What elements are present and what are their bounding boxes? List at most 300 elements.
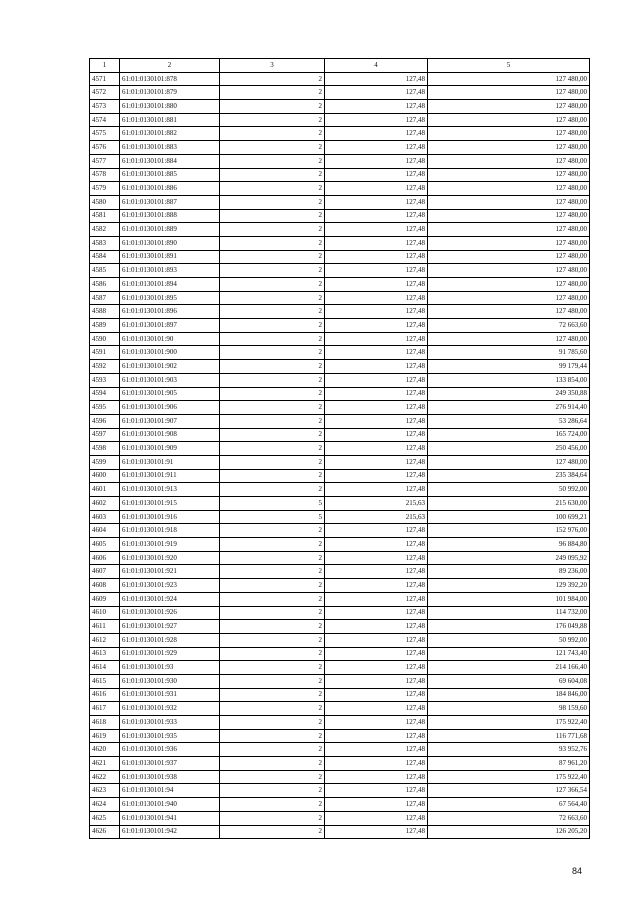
table-cell-col-2: 61:01:0130101:932 (120, 702, 220, 716)
table-cell-col-3: 2 (220, 811, 325, 825)
table-cell-col-5: 127 480,00 (428, 332, 590, 346)
table-cell-col-1: 4606 (90, 551, 120, 565)
table-cell-col-4: 127,48 (325, 414, 428, 428)
table-cell-col-2: 61:01:0130101:882 (120, 127, 220, 141)
table-cell-col-2: 61:01:0130101:942 (120, 825, 220, 839)
table-cell-col-3: 2 (220, 538, 325, 552)
table-cell-col-4: 127,48 (325, 236, 428, 250)
table-cell-col-2: 61:01:0130101:935 (120, 729, 220, 743)
table-cell-col-4: 127,48 (325, 182, 428, 196)
table-row (90, 113, 590, 127)
table-cell-col-1: 4602 (90, 497, 120, 511)
table-cell-col-2: 61:01:0130101:881 (120, 113, 220, 127)
table-cell-col-1: 4579 (90, 182, 120, 196)
table-cell-col-1: 4625 (90, 811, 120, 825)
table-cell-col-5: 87 961,20 (428, 757, 590, 771)
column-header-3: 3 (220, 59, 325, 73)
table-row (90, 100, 590, 114)
table-cell-col-5: 72 663,60 (428, 319, 590, 333)
table-cell-col-4: 127,48 (325, 620, 428, 634)
table-cell-col-2: 61:01:0130101:878 (120, 72, 220, 86)
table-cell-col-3: 2 (220, 757, 325, 771)
table-cell-col-2: 61:01:0130101:927 (120, 620, 220, 634)
table-cell-col-4: 127,48 (325, 661, 428, 675)
table-cell-col-2: 61:01:0130101:893 (120, 264, 220, 278)
table-cell-col-5: 127 480,00 (428, 195, 590, 209)
table-body (90, 72, 590, 839)
table-cell-col-1: 4595 (90, 401, 120, 415)
table-cell-col-3: 2 (220, 182, 325, 196)
table-cell-col-1: 4615 (90, 674, 120, 688)
table-cell-col-2: 61:01:0130101:879 (120, 86, 220, 100)
table-cell-col-3: 2 (220, 633, 325, 647)
table-cell-col-3: 2 (220, 264, 325, 278)
table-cell-col-2: 61:01:0130101:900 (120, 346, 220, 360)
table-cell-col-4: 127,48 (325, 647, 428, 661)
table-cell-col-2: 61:01:0130101:923 (120, 579, 220, 593)
table-row (90, 702, 590, 716)
table-cell-col-1: 4581 (90, 209, 120, 223)
table-cell-col-2: 61:01:0130101:895 (120, 291, 220, 305)
table-cell-col-1: 4613 (90, 647, 120, 661)
table-cell-col-1: 4623 (90, 784, 120, 798)
table-cell-col-5: 127 480,00 (428, 250, 590, 264)
table-cell-col-4: 127,48 (325, 332, 428, 346)
table-cell-col-2: 61:01:0130101:938 (120, 770, 220, 784)
table-cell-col-1: 4601 (90, 483, 120, 497)
table-row (90, 168, 590, 182)
table-cell-col-3: 2 (220, 469, 325, 483)
table-cell-col-1: 4573 (90, 100, 120, 114)
table-row (90, 729, 590, 743)
table-cell-col-4: 127,48 (325, 798, 428, 812)
table-cell-col-1: 4575 (90, 127, 120, 141)
table-cell-col-3: 2 (220, 195, 325, 209)
table-cell-col-2: 61:01:0130101:890 (120, 236, 220, 250)
table-cell-col-1: 4590 (90, 332, 120, 346)
table-cell-col-3: 2 (220, 305, 325, 319)
table-row (90, 360, 590, 374)
table-row (90, 606, 590, 620)
table-row (90, 538, 590, 552)
table-cell-col-5: 127 480,00 (428, 168, 590, 182)
table-cell-col-2: 61:01:0130101:907 (120, 414, 220, 428)
table-cell-col-2: 61:01:0130101:924 (120, 592, 220, 606)
table-cell-col-4: 127,48 (325, 223, 428, 237)
table-cell-col-5: 91 785,60 (428, 346, 590, 360)
table-cell-col-1: 4603 (90, 510, 120, 524)
table-cell-col-1: 4591 (90, 346, 120, 360)
table-cell-col-1: 4582 (90, 223, 120, 237)
table-row (90, 72, 590, 86)
table-cell-col-2: 61:01:0130101:885 (120, 168, 220, 182)
table-row (90, 633, 590, 647)
table-cell-col-5: 127 480,00 (428, 236, 590, 250)
table-row (90, 127, 590, 141)
table-cell-col-3: 2 (220, 483, 325, 497)
table-cell-col-4: 127,48 (325, 538, 428, 552)
table-cell-col-4: 127,48 (325, 688, 428, 702)
table-cell-col-3: 2 (220, 442, 325, 456)
table-cell-col-4: 127,48 (325, 524, 428, 538)
table-cell-col-1: 4612 (90, 633, 120, 647)
table-cell-col-4: 127,48 (325, 291, 428, 305)
table-cell-col-2: 61:01:0130101:908 (120, 428, 220, 442)
table-cell-col-1: 4597 (90, 428, 120, 442)
table-row (90, 414, 590, 428)
table-cell-col-3: 2 (220, 455, 325, 469)
column-header-4: 4 (325, 59, 428, 73)
table-cell-col-4: 127,48 (325, 784, 428, 798)
table-cell-col-4: 127,48 (325, 113, 428, 127)
column-header-2: 2 (120, 59, 220, 73)
table-row (90, 565, 590, 579)
table-row (90, 579, 590, 593)
table-cell-col-2: 61:01:0130101:889 (120, 223, 220, 237)
table-cell-col-2: 61:01:0130101:884 (120, 154, 220, 168)
table-cell-col-1: 4598 (90, 442, 120, 456)
table-cell-col-3: 5 (220, 510, 325, 524)
table-row (90, 674, 590, 688)
table-row (90, 332, 590, 346)
table-cell-col-1: 4626 (90, 825, 120, 839)
table-cell-col-4: 127,48 (325, 373, 428, 387)
table-cell-col-3: 2 (220, 565, 325, 579)
table-row (90, 647, 590, 661)
table-cell-col-4: 127,48 (325, 319, 428, 333)
table-cell-col-2: 61:01:0130101:886 (120, 182, 220, 196)
table-cell-col-2: 61:01:0130101:936 (120, 743, 220, 757)
table-row (90, 264, 590, 278)
table-cell-col-1: 4620 (90, 743, 120, 757)
table-cell-col-5: 250 456,00 (428, 442, 590, 456)
table-cell-col-5: 127 480,00 (428, 305, 590, 319)
table-cell-col-4: 127,48 (325, 716, 428, 730)
table-cell-col-3: 2 (220, 551, 325, 565)
table-cell-col-1: 4614 (90, 661, 120, 675)
table-cell-col-5: 99 179,44 (428, 360, 590, 374)
table-cell-col-2: 61:01:0130101:928 (120, 633, 220, 647)
table-cell-col-4: 127,48 (325, 154, 428, 168)
table-cell-col-1: 4605 (90, 538, 120, 552)
table-cell-col-4: 127,48 (325, 127, 428, 141)
table-cell-col-1: 4588 (90, 305, 120, 319)
table-cell-col-1: 4584 (90, 250, 120, 264)
table-cell-col-5: 184 846,00 (428, 688, 590, 702)
table-cell-col-4: 127,48 (325, 387, 428, 401)
table-row (90, 798, 590, 812)
table-cell-col-2: 61:01:0130101:913 (120, 483, 220, 497)
table-cell-col-5: 127 480,00 (428, 141, 590, 155)
table-cell-col-3: 2 (220, 168, 325, 182)
table-cell-col-3: 2 (220, 291, 325, 305)
table-row (90, 387, 590, 401)
table-cell-col-4: 127,48 (325, 401, 428, 415)
table-row (90, 236, 590, 250)
table-row (90, 661, 590, 675)
table-cell-col-3: 2 (220, 100, 325, 114)
table-cell-col-5: 249 095,92 (428, 551, 590, 565)
table-cell-col-1: 4600 (90, 469, 120, 483)
table-row (90, 373, 590, 387)
table-cell-col-3: 2 (220, 592, 325, 606)
table-cell-col-3: 2 (220, 702, 325, 716)
table-cell-col-3: 2 (220, 113, 325, 127)
table-cell-col-1: 4585 (90, 264, 120, 278)
table-cell-col-4: 127,48 (325, 428, 428, 442)
table-cell-col-5: 175 922,40 (428, 716, 590, 730)
table-cell-col-5: 96 884,80 (428, 538, 590, 552)
table-cell-col-1: 4572 (90, 86, 120, 100)
table-header-row (90, 59, 590, 73)
table-cell-col-5: 127 480,00 (428, 455, 590, 469)
table-cell-col-3: 2 (220, 729, 325, 743)
table-row (90, 455, 590, 469)
table-cell-col-4: 127,48 (325, 209, 428, 223)
table-row (90, 141, 590, 155)
table-cell-col-4: 215,63 (325, 497, 428, 511)
table-cell-col-4: 127,48 (325, 729, 428, 743)
table-cell-col-2: 61:01:0130101:937 (120, 757, 220, 771)
table-cell-col-3: 2 (220, 647, 325, 661)
table-cell-col-5: 127 480,00 (428, 223, 590, 237)
table-row (90, 811, 590, 825)
table-cell-col-4: 127,48 (325, 743, 428, 757)
table-cell-col-1: 4571 (90, 72, 120, 86)
table-cell-col-4: 127,48 (325, 86, 428, 100)
table-cell-col-1: 4580 (90, 195, 120, 209)
table-cell-col-5: 116 771,68 (428, 729, 590, 743)
table-cell-col-4: 127,48 (325, 455, 428, 469)
table-cell-col-2: 61:01:0130101:921 (120, 565, 220, 579)
table-cell-col-3: 2 (220, 319, 325, 333)
table-row (90, 291, 590, 305)
table-row (90, 524, 590, 538)
table-cell-col-3: 2 (220, 209, 325, 223)
table-cell-col-3: 2 (220, 716, 325, 730)
table-row (90, 305, 590, 319)
table-cell-col-2: 61:01:0130101:90 (120, 332, 220, 346)
table-row (90, 620, 590, 634)
table-cell-col-3: 2 (220, 620, 325, 634)
table-row (90, 195, 590, 209)
table-cell-col-4: 127,48 (325, 565, 428, 579)
table-cell-col-2: 61:01:0130101:919 (120, 538, 220, 552)
table-cell-col-4: 127,48 (325, 551, 428, 565)
table-cell-col-2: 61:01:0130101:902 (120, 360, 220, 374)
table-cell-col-2: 61:01:0130101:909 (120, 442, 220, 456)
table-row (90, 401, 590, 415)
table-cell-col-5: 129 392,20 (428, 579, 590, 593)
table-cell-col-3: 2 (220, 332, 325, 346)
table-cell-col-2: 61:01:0130101:920 (120, 551, 220, 565)
table-cell-col-3: 2 (220, 236, 325, 250)
table-cell-col-5: 89 236,00 (428, 565, 590, 579)
table-cell-col-5: 50 992,00 (428, 483, 590, 497)
table-cell-col-4: 127,48 (325, 633, 428, 647)
table-row (90, 250, 590, 264)
table-cell-col-2: 61:01:0130101:926 (120, 606, 220, 620)
table-cell-col-3: 2 (220, 743, 325, 757)
table-cell-col-2: 61:01:0130101:906 (120, 401, 220, 415)
table-row (90, 346, 590, 360)
table-cell-col-2: 61:01:0130101:905 (120, 387, 220, 401)
table-cell-col-5: 127 480,00 (428, 154, 590, 168)
table-cell-col-5: 100 699,21 (428, 510, 590, 524)
table-cell-col-2: 61:01:0130101:929 (120, 647, 220, 661)
table-cell-col-1: 4618 (90, 716, 120, 730)
table-cell-col-1: 4574 (90, 113, 120, 127)
table-cell-col-1: 4589 (90, 319, 120, 333)
table-cell-col-1: 4586 (90, 278, 120, 292)
table-cell-col-5: 215 630,00 (428, 497, 590, 511)
table-cell-col-4: 127,48 (325, 168, 428, 182)
table-cell-col-2: 61:01:0130101:93 (120, 661, 220, 675)
table-cell-col-5: 67 564,40 (428, 798, 590, 812)
table-cell-col-5: 69 604,08 (428, 674, 590, 688)
table-cell-col-4: 127,48 (325, 195, 428, 209)
table-cell-col-5: 235 384,64 (428, 469, 590, 483)
table-cell-col-3: 2 (220, 72, 325, 86)
table-cell-col-4: 127,48 (325, 442, 428, 456)
table-cell-col-1: 4577 (90, 154, 120, 168)
table-cell-col-4: 127,48 (325, 305, 428, 319)
table-cell-col-2: 61:01:0130101:916 (120, 510, 220, 524)
table-cell-col-1: 4599 (90, 455, 120, 469)
table-cell-col-1: 4608 (90, 579, 120, 593)
table-row (90, 825, 590, 839)
table-row (90, 551, 590, 565)
table-cell-col-4: 127,48 (325, 674, 428, 688)
table-cell-col-3: 2 (220, 661, 325, 675)
table-cell-col-1: 4609 (90, 592, 120, 606)
table-cell-col-2: 61:01:0130101:91 (120, 455, 220, 469)
table-cell-col-5: 50 992,00 (428, 633, 590, 647)
table-cell-col-5: 214 166,40 (428, 661, 590, 675)
table-cell-col-5: 152 976,00 (428, 524, 590, 538)
table-row (90, 442, 590, 456)
table-cell-col-5: 121 743,40 (428, 647, 590, 661)
table-cell-col-4: 127,48 (325, 592, 428, 606)
table-cell-col-5: 133 854,00 (428, 373, 590, 387)
table-cell-col-3: 2 (220, 127, 325, 141)
table-cell-col-4: 127,48 (325, 72, 428, 86)
table-cell-col-1: 4593 (90, 373, 120, 387)
table-cell-col-1: 4596 (90, 414, 120, 428)
table-cell-col-3: 2 (220, 825, 325, 839)
table-row (90, 510, 590, 524)
table-cell-col-2: 61:01:0130101:897 (120, 319, 220, 333)
table-cell-col-2: 61:01:0130101:940 (120, 798, 220, 812)
table-cell-col-2: 61:01:0130101:94 (120, 784, 220, 798)
table-cell-col-3: 2 (220, 579, 325, 593)
table-cell-col-5: 127 480,00 (428, 100, 590, 114)
table-cell-col-4: 127,48 (325, 579, 428, 593)
table-cell-col-5: 127 480,00 (428, 113, 590, 127)
table-cell-col-2: 61:01:0130101:930 (120, 674, 220, 688)
table-cell-col-2: 61:01:0130101:931 (120, 688, 220, 702)
table-row (90, 86, 590, 100)
table-cell-col-5: 127 480,00 (428, 278, 590, 292)
table-cell-col-3: 2 (220, 414, 325, 428)
table-cell-col-2: 61:01:0130101:880 (120, 100, 220, 114)
table-cell-col-3: 2 (220, 784, 325, 798)
table-row (90, 784, 590, 798)
table-row (90, 757, 590, 771)
table-cell-col-3: 2 (220, 606, 325, 620)
table-cell-col-2: 61:01:0130101:941 (120, 811, 220, 825)
table-cell-col-5: 127 480,00 (428, 291, 590, 305)
table-cell-col-3: 2 (220, 387, 325, 401)
table-cell-col-3: 2 (220, 524, 325, 538)
table-cell-col-5: 176 049,88 (428, 620, 590, 634)
table-row (90, 223, 590, 237)
table-row (90, 469, 590, 483)
table-cell-col-5: 101 984,00 (428, 592, 590, 606)
table-cell-col-1: 4611 (90, 620, 120, 634)
table-cell-col-1: 4624 (90, 798, 120, 812)
table-cell-col-4: 127,48 (325, 264, 428, 278)
table-row (90, 154, 590, 168)
table-cell-col-3: 2 (220, 360, 325, 374)
table-cell-col-2: 61:01:0130101:903 (120, 373, 220, 387)
table-cell-col-4: 127,48 (325, 278, 428, 292)
table-cell-col-4: 127,48 (325, 770, 428, 784)
table-cell-col-5: 127 480,00 (428, 182, 590, 196)
table-cell-col-2: 61:01:0130101:888 (120, 209, 220, 223)
table-cell-col-5: 165 724,00 (428, 428, 590, 442)
table-cell-col-5: 53 286,64 (428, 414, 590, 428)
table-cell-col-3: 2 (220, 688, 325, 702)
table-cell-col-4: 127,48 (325, 141, 428, 155)
table-cell-col-5: 98 159,60 (428, 702, 590, 716)
table-cell-col-1: 4621 (90, 757, 120, 771)
table-cell-col-1: 4578 (90, 168, 120, 182)
table-cell-col-3: 2 (220, 154, 325, 168)
column-header-5: 5 (428, 59, 590, 73)
table-cell-col-3: 2 (220, 86, 325, 100)
table-cell-col-1: 4607 (90, 565, 120, 579)
table-cell-col-4: 127,48 (325, 702, 428, 716)
table-cell-col-2: 61:01:0130101:918 (120, 524, 220, 538)
table-cell-col-3: 5 (220, 497, 325, 511)
table-cell-col-1: 4617 (90, 702, 120, 716)
table-cell-col-3: 2 (220, 401, 325, 415)
table-row (90, 743, 590, 757)
table-cell-col-5: 175 922,40 (428, 770, 590, 784)
table-cell-col-3: 2 (220, 770, 325, 784)
table-cell-col-1: 4594 (90, 387, 120, 401)
table-row (90, 716, 590, 730)
table-cell-col-4: 127,48 (325, 606, 428, 620)
table-cell-col-5: 127 480,00 (428, 72, 590, 86)
table-cell-col-5: 127 480,00 (428, 209, 590, 223)
table-cell-col-1: 4622 (90, 770, 120, 784)
table-row (90, 182, 590, 196)
table-cell-col-3: 2 (220, 346, 325, 360)
table-cell-col-2: 61:01:0130101:894 (120, 278, 220, 292)
table-cell-col-3: 2 (220, 373, 325, 387)
page-number: 84 (572, 866, 583, 876)
table-cell-col-2: 61:01:0130101:915 (120, 497, 220, 511)
table-row (90, 319, 590, 333)
table-cell-col-2: 61:01:0130101:883 (120, 141, 220, 155)
table-row (90, 278, 590, 292)
table-cell-col-4: 127,48 (325, 825, 428, 839)
table-row (90, 483, 590, 497)
table-cell-col-3: 2 (220, 250, 325, 264)
table-cell-col-3: 2 (220, 798, 325, 812)
